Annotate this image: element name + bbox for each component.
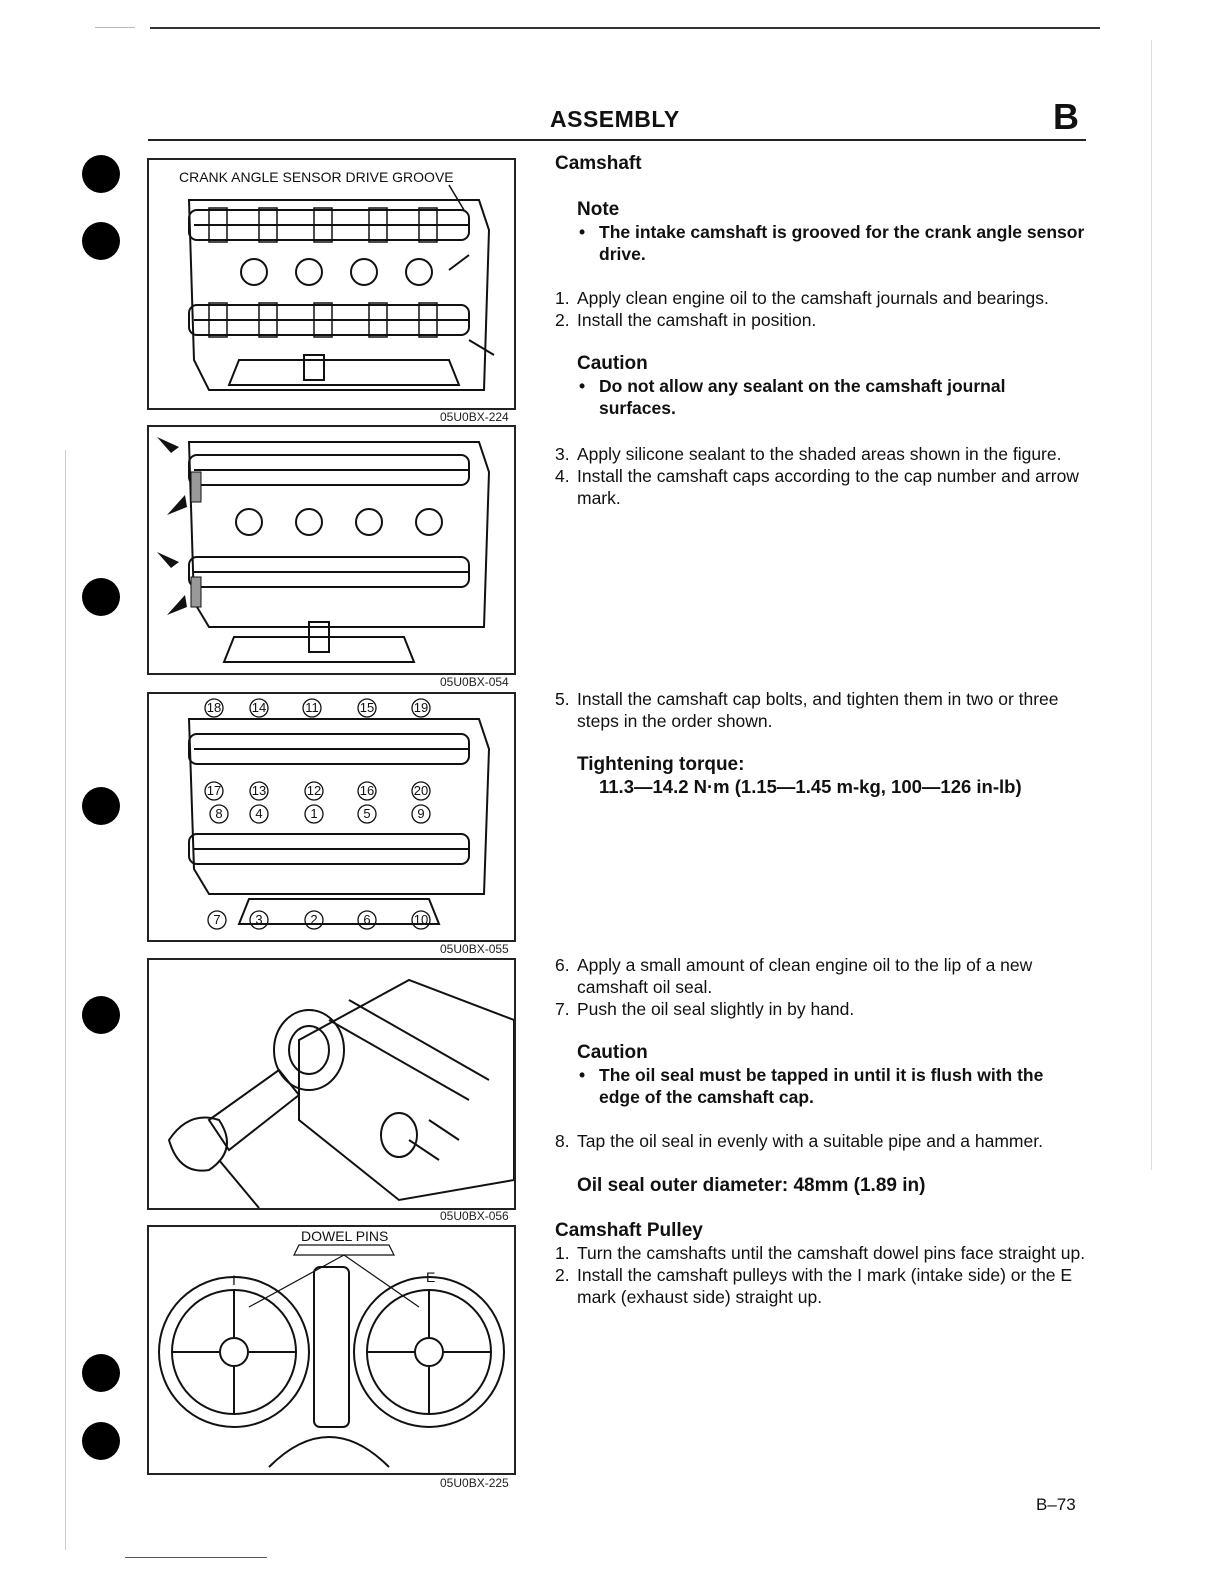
caution-text: • Do not allow any sealant on the camshaft journal surfaces. [555, 375, 1087, 419]
left-margin-line [65, 450, 66, 1550]
top-rule-faint [95, 27, 135, 28]
bolt-number: 13 [251, 783, 267, 798]
bolt-number: 10 [413, 912, 429, 927]
bolt-number: 18 [206, 700, 222, 715]
camshaft-pulleys-illustration [149, 1227, 514, 1473]
pulley-section [555, 1220, 1087, 1308]
section-heading: Camshaft Pulley [555, 1220, 703, 1241]
bolt-number: 1 [310, 806, 318, 821]
top-rule [150, 27, 1100, 29]
binder-hole [82, 1422, 120, 1460]
figure-code: 05U0BX-225 [440, 1476, 509, 1490]
binder-hole [82, 996, 120, 1034]
header-rule [148, 139, 1086, 141]
binder-hole [82, 578, 120, 616]
bolt-number: 5 [363, 806, 371, 821]
figure-crank-angle-groove [147, 158, 516, 410]
oil-seal-install-illustration [149, 960, 514, 1208]
note-block [555, 199, 1087, 265]
steps-1-2 [555, 287, 1087, 331]
binder-hole [82, 787, 120, 825]
bolt-number: 16 [359, 783, 375, 798]
figure-oil-seal [147, 958, 516, 1210]
binder-hole [82, 222, 120, 260]
intake-mark: I [232, 1272, 236, 1288]
caution-block-2 [555, 1042, 1087, 1108]
list-item: 2. Install the camshaft in position. [555, 310, 817, 330]
exhaust-mark: E [426, 1269, 436, 1285]
bolt-number: 17 [206, 783, 222, 798]
bolt-number: 20 [413, 783, 429, 798]
bolt-number: 7 [213, 912, 221, 927]
figure-code: 05U0BX-056 [440, 1209, 509, 1223]
torque-spec [555, 754, 1087, 798]
bolt-number: 2 [310, 912, 318, 927]
bolt-number: 15 [359, 700, 375, 715]
figure-label: CRANK ANGLE SENSOR DRIVE GROOVE [179, 169, 454, 185]
bolt-number: 12 [306, 783, 322, 798]
list-item: 5. Install the camshaft cap bolts, and tighten them in two or three steps in the order shown. [555, 689, 1059, 731]
step-5 [555, 688, 1087, 732]
binder-hole [82, 1354, 120, 1392]
figure-code: 05U0BX-224 [440, 410, 509, 424]
list-item: 2. Install the camshaft pulleys with the I mark (intake side) or the E mark (exhaust side) straight up. [555, 1265, 1073, 1307]
cylinder-head-illustration [149, 160, 514, 408]
section-letter: B [1053, 96, 1079, 137]
figure-code: 05U0BX-054 [440, 675, 509, 689]
page-title: ASSEMBLY [550, 106, 680, 132]
bolt-number: 11 [305, 700, 319, 715]
figure-label: DOWEL PINS [301, 1228, 389, 1244]
bolt-number: 3 [255, 912, 263, 927]
figure-sealant-areas [147, 425, 516, 675]
binder-hole [82, 155, 120, 193]
bolt-number: 14 [251, 700, 267, 715]
note-text: • The intake camshaft is grooved for the crank angle sensor drive. [555, 221, 1087, 265]
steps-6-7 [555, 954, 1087, 1020]
cylinder-head-sealant-illustration [149, 427, 514, 673]
figure-code: 05U0BX-055 [440, 942, 509, 956]
step-8 [555, 1130, 1087, 1152]
note-title: Note [577, 199, 620, 220]
seal-spec [555, 1175, 1087, 1197]
bolt-number: 19 [413, 700, 429, 715]
steps-3-4 [555, 443, 1087, 509]
list-item: 4. Install the camshaft caps according to the cap number and arrow mark. [555, 466, 1079, 508]
caution-block-1 [555, 353, 1087, 419]
caution-title: Caution [577, 353, 648, 374]
bolt-number: 8 [215, 806, 223, 821]
bolt-number: 6 [363, 912, 371, 927]
list-item: 7. Push the oil seal slightly in by hand. [555, 999, 855, 1019]
page-number: B–73 [1036, 1495, 1076, 1514]
list-item: 3. Apply silicone sealant to the shaded areas shown in the figure. [555, 444, 1062, 464]
seal-spec-text: Oil seal outer diameter: 48mm (1.89 in) [577, 1175, 926, 1196]
figure-bolt-order [147, 692, 516, 942]
torque-title: Tightening torque: [577, 754, 745, 775]
torque-value: 11.3—14.2 N·m (1.15—1.45 m-kg, 100—126 in-lb) [599, 776, 1022, 797]
list-item: 6. Apply a small amount of clean engine oil to the lip of a new camshaft oil seal. [555, 955, 1033, 997]
section-heading: Camshaft [555, 153, 642, 174]
camshaft-section [555, 153, 1087, 175]
bolt-number: 4 [255, 806, 263, 821]
figure-camshaft-pulleys [147, 1225, 516, 1475]
caution-title: Caution [577, 1042, 648, 1063]
bolt-number: 9 [417, 806, 425, 821]
list-item: 8. Tap the oil seal in evenly with a suitable pipe and a hammer. [555, 1131, 1043, 1151]
right-margin-line [1151, 40, 1152, 1170]
bolt-tightening-order-illustration [149, 694, 514, 940]
caution-text: • The oil seal must be tapped in until it is flush with the edge of the camshaft cap. [555, 1064, 1087, 1108]
list-item: 1. Turn the camshafts until the camshaft dowel pins face straight up. [555, 1243, 1086, 1263]
list-item: 1. Apply clean engine oil to the camshaft journals and bearings. [555, 288, 1049, 308]
footer-link-line [125, 1557, 267, 1558]
